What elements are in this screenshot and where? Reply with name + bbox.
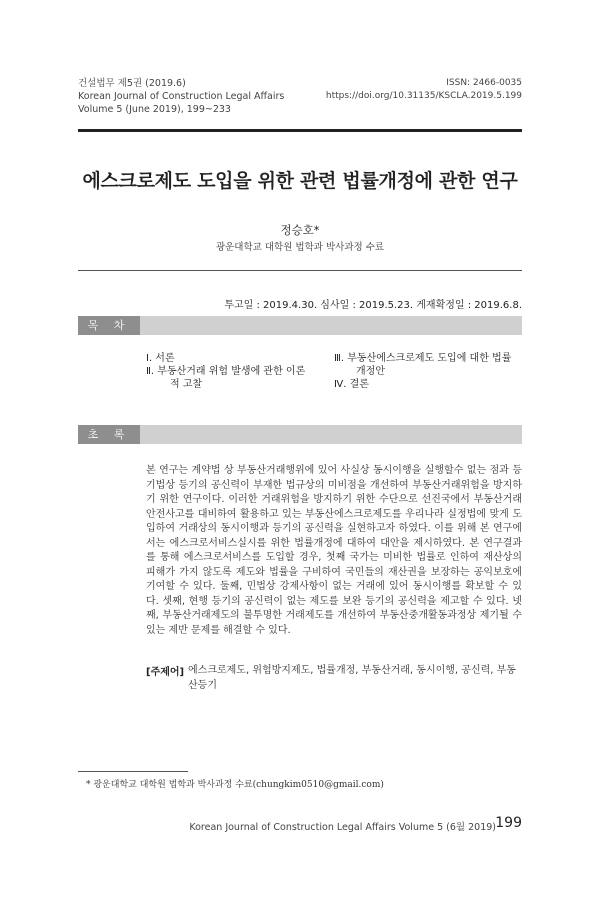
header-rule <box>78 129 522 132</box>
toc-label: 목 차 <box>78 316 140 335</box>
submission-dates: 투고일 : 2019.4.30. 심사일 : 2019.5.23. 게재확정일 : 2019.6.8. <box>224 300 522 311</box>
author-affiliation: 광운대학교 대학원 법학과 박사과정 수료 <box>215 242 385 253</box>
toc-item[interactable]: Ⅰ. 서론 <box>146 353 175 364</box>
page-number: 199 <box>495 815 522 831</box>
journal-info-line: Volume 5 (June 2019), 199~233 <box>78 104 231 115</box>
doi-link[interactable]: https://doi.org/10.31135/KSCLA.2019.5.199 <box>325 91 522 101</box>
toc-item[interactable]: 적 고찰 <box>170 379 203 390</box>
abstract-section-bar <box>78 425 522 444</box>
divider <box>78 270 522 271</box>
abstract-label: 초 록 <box>78 425 140 444</box>
toc-item[interactable]: Ⅲ. 부동산에스크로제도 도입에 대한 법률 <box>334 353 512 364</box>
footnote-rule <box>78 771 188 772</box>
paper-title: 에스크로제도 도입을 위한 관련 법률개정에 관한 연구 <box>82 170 518 192</box>
journal-info-line: 건설법무 제5권 (2019.6) <box>78 78 186 89</box>
toc-item[interactable]: 개정안 <box>356 366 385 377</box>
journal-info-line: Korean Journal of Construction Legal Affairs <box>78 91 285 102</box>
keywords-label: [주제어] <box>146 667 185 678</box>
author-name: 정승호* <box>280 223 320 237</box>
toc-column-right <box>334 352 534 391</box>
footer-journal: Korean Journal of Construction Legal Affairs Volume 5 (6월 2019) <box>189 822 496 833</box>
toc-item[interactable]: Ⅱ. 부동산거래 위험 발생에 관한 이론 <box>146 366 306 377</box>
author-footnote: * 광운대학교 대학원 법학과 박사과정 수료(chungkim0510@gmail.com) <box>86 780 384 790</box>
toc-section-bar <box>78 316 522 335</box>
journal-info <box>78 77 284 116</box>
issn-doi <box>326 77 522 103</box>
keywords-text: 에스크로제도, 위험방지제도, 법률개정, 부동산거래, 동시이행, 공신력, 부동산등기 <box>188 665 516 691</box>
issn: ISSN: 2466-0035 <box>446 78 522 88</box>
toc-item[interactable]: Ⅳ. 결론 <box>334 379 369 390</box>
abstract-text: 본 연구는 계약법 상 부동산거래행위에 있어 사실상 동시이행을 실행할수 없는 점과 등기법상 등기의 공신력이 부재한 법규상의 미비점을 개선하여 부동산거래위험을 방지하기 위한 연구이다. 이러한 거래위험을 방지하기 위한 수단으로 선진국에서 부동산거래 안전사고를 대비하여 활용하고 있는 부동산에스크로제도를 우리나라 실정법에 맞게 도입하여 거래상의 동시이행과 등기의 공신력을 실현하고자 하였다. 이를 위해 본 연구에서는 에스크로서비스실시를 위한 법률개정에 대하여 대안을 제시하였다. 본 연구결과를 통해 에스크로서비스를 도입할 경우, 첫째 국가는 미비한 법률로 인하여 재산상의 피해가 가지 않도록 제도와 법률을 구비하여 국민들의 재산권을 보장하는 공익보호에 기여할 수 있다. 둘째, 민법상 강제사항이 없는 거래에 있어 동시이행를 확보할 수 있다. 셋째, 현행 등기의 공신력이 없는 제도를 보완 등기의 공신력을 제고할 수 있다. 넷째, 부동산거래제도의 불투명한 거래제도를 개선하여 부동산중개활동과정상 제기될 수 있는 제반 문제를 해결할 수 있다. <box>146 465 522 636</box>
toc-column-left <box>146 352 336 391</box>
